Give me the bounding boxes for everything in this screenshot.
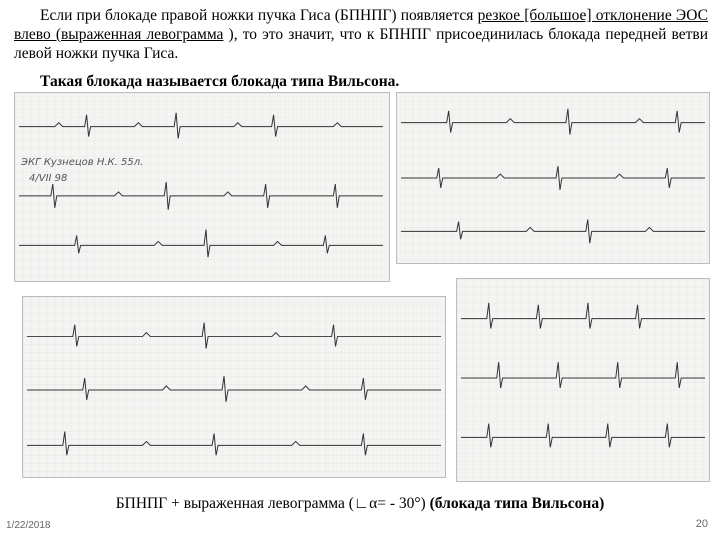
ecg-image-top-right (396, 92, 710, 264)
definition-heading: Такая блокада называется блокада типа Вильсона. (40, 73, 400, 90)
slide-date: 1/22/2018 (6, 520, 51, 531)
handwritten-date-note: 4/VII 98 (29, 173, 68, 184)
handwritten-patient-note: ЭКГ Кузнецов Н.К. 55л. (21, 157, 144, 168)
intro-paragraph (14, 6, 708, 63)
ecg-image-bottom-left (22, 296, 446, 478)
figure-caption (0, 494, 720, 513)
intro-text-2: ), то это значит, что к БПНПГ присоединилась блокада передней ветви левой ножки пучка Гиса. (14, 26, 708, 62)
ecg-image-bottom-right (456, 278, 710, 482)
ecg-image-top-left (14, 92, 390, 282)
slide-number: 20 (695, 518, 708, 530)
caption-bold: (блокада типа Вильсона) (429, 495, 605, 512)
intro-text-1: Если при блокаде правой ножки пучка Гиса (БПНПГ) появляется (40, 7, 478, 24)
caption-text: БПНПГ + выраженная левограмма (∟α= - 30°) (115, 495, 430, 512)
intro-underlined: резкое [большое] отклонение ЭОС влево (выраженная левограмма (14, 7, 708, 43)
